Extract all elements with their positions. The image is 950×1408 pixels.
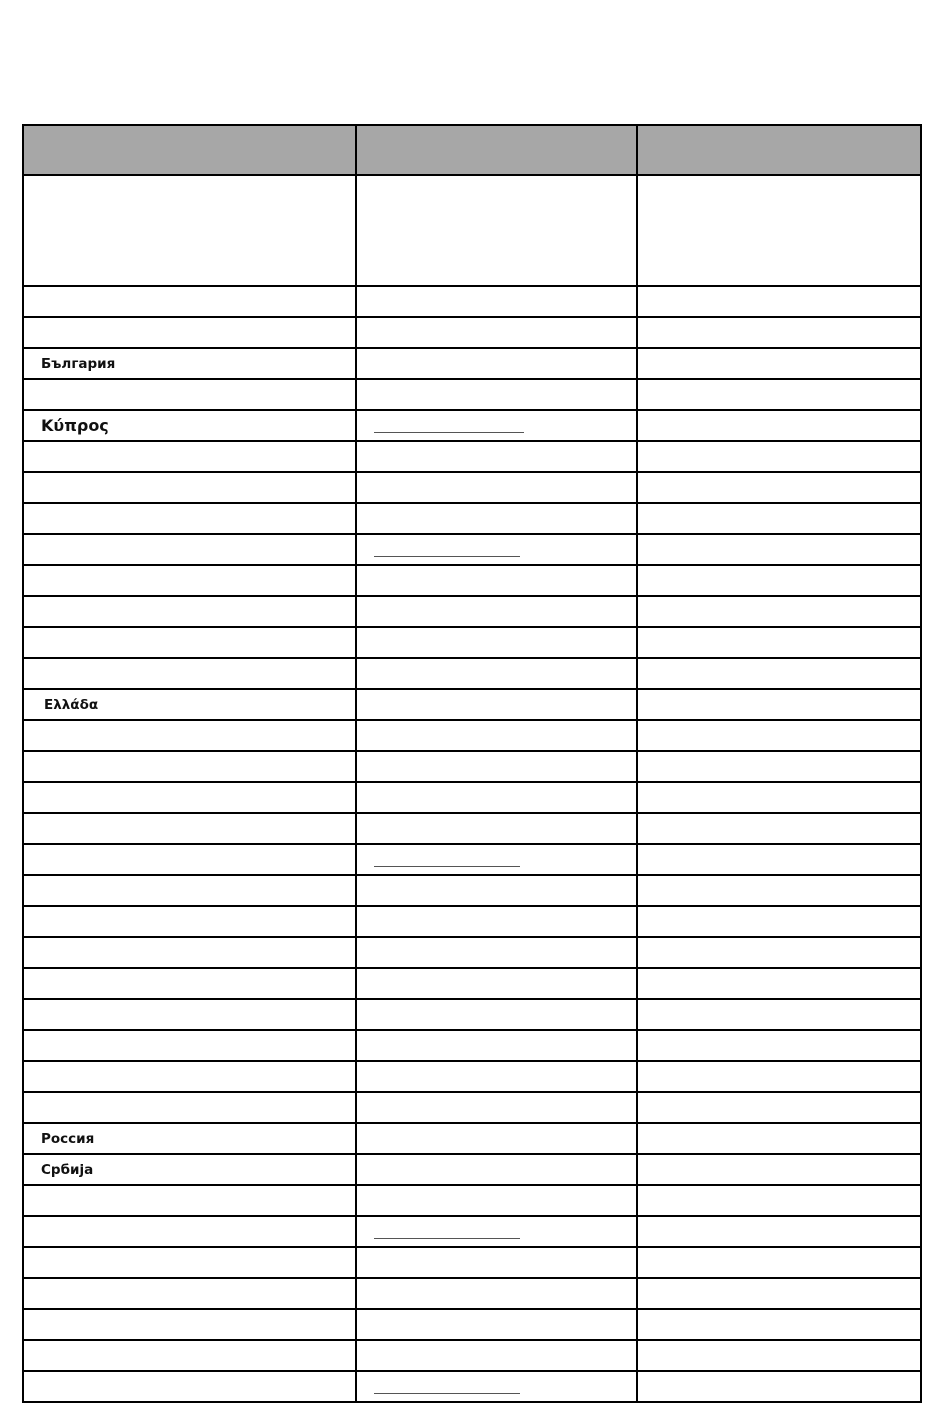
country-cell (23, 379, 356, 410)
link-cell (356, 751, 637, 782)
table-row (23, 782, 921, 813)
link-cell (356, 441, 637, 472)
country-cell (23, 720, 356, 751)
link-cell (356, 1123, 637, 1154)
table-cell (637, 1030, 921, 1061)
table-cell (637, 813, 921, 844)
table-row (23, 1216, 921, 1247)
table-row (23, 1340, 921, 1371)
table-cell (637, 658, 921, 689)
country-cell (23, 596, 356, 627)
table-row (23, 379, 921, 410)
table-row (23, 906, 921, 937)
link-cell (356, 286, 637, 317)
table-cell (637, 286, 921, 317)
table-cell (23, 175, 356, 286)
hyperlink-underline[interactable] (374, 432, 524, 433)
country-cell (23, 1030, 356, 1061)
country-cell (23, 937, 356, 968)
table-cell (356, 175, 637, 286)
country-cell (23, 1247, 356, 1278)
hyperlink-underline[interactable] (374, 1393, 520, 1394)
country-cell (23, 534, 356, 565)
table-cell (637, 906, 921, 937)
table-row (23, 565, 921, 596)
table-cell (637, 175, 921, 286)
table-row (23, 596, 921, 627)
link-cell (356, 875, 637, 906)
country-cell (23, 441, 356, 472)
table-cell (637, 782, 921, 813)
table-cell (637, 410, 921, 441)
table-cell (637, 1340, 921, 1371)
country-cell (23, 1216, 356, 1247)
table-cell (637, 565, 921, 596)
table-row (23, 503, 921, 534)
header-cell-2 (356, 125, 637, 175)
link-cell (356, 627, 637, 658)
table-row (23, 658, 921, 689)
table-row (23, 1123, 921, 1154)
country-cell (23, 1309, 356, 1340)
table-cell (637, 937, 921, 968)
table-cell (637, 968, 921, 999)
table-cell (637, 1185, 921, 1216)
table-cell (637, 534, 921, 565)
table-cell (637, 627, 921, 658)
table-cell (637, 720, 921, 751)
country-cell (23, 317, 356, 348)
country-cell (23, 1278, 356, 1309)
link-cell (356, 689, 637, 720)
table-cell (637, 472, 921, 503)
table-cell (637, 1371, 921, 1402)
link-cell (356, 999, 637, 1030)
table-cell (637, 596, 921, 627)
country-name: Россия (41, 1130, 95, 1147)
country-cell (23, 782, 356, 813)
table-row (23, 1371, 921, 1402)
link-cell (356, 968, 637, 999)
link-cell (356, 782, 637, 813)
table-cell (637, 875, 921, 906)
country-cell (23, 627, 356, 658)
link-cell (356, 317, 637, 348)
country-cell (23, 410, 356, 441)
country-name: Србија (41, 1161, 94, 1178)
link-cell (356, 596, 637, 627)
table-row (23, 720, 921, 751)
link-cell (356, 1030, 637, 1061)
table-row (23, 472, 921, 503)
country-name: Κύπρος (41, 416, 109, 435)
contacts-table-body (23, 125, 921, 1402)
country-cell (23, 999, 356, 1030)
table-row (23, 441, 921, 472)
table-row (23, 286, 921, 317)
table-cell (637, 844, 921, 875)
country-cell (23, 1154, 356, 1185)
country-cell (23, 286, 356, 317)
table-row (23, 534, 921, 565)
country-cell (23, 1123, 356, 1154)
country-cell (23, 565, 356, 596)
link-cell (356, 1247, 637, 1278)
country-name: Ελλάδα (44, 696, 99, 713)
table-cell (637, 1061, 921, 1092)
link-cell (356, 720, 637, 751)
table-cell (637, 689, 921, 720)
link-cell (356, 1092, 637, 1123)
country-cell (23, 751, 356, 782)
table-row (23, 410, 921, 441)
link-cell (356, 565, 637, 596)
table-row (23, 999, 921, 1030)
link-cell (356, 1216, 637, 1247)
link-cell (356, 1340, 637, 1371)
table-row (23, 348, 921, 379)
country-cell (23, 1340, 356, 1371)
hyperlink-underline[interactable] (374, 866, 520, 867)
table-row (23, 937, 921, 968)
header-cell-1 (23, 125, 356, 175)
country-cell (23, 689, 356, 720)
country-cell (23, 1092, 356, 1123)
table-row (23, 1309, 921, 1340)
link-cell (356, 1185, 637, 1216)
country-cell (23, 844, 356, 875)
table-cell (637, 1092, 921, 1123)
link-cell (356, 813, 637, 844)
table-row (23, 751, 921, 782)
link-cell (356, 1154, 637, 1185)
link-cell (356, 534, 637, 565)
link-cell (356, 379, 637, 410)
table-cell (637, 751, 921, 782)
table-cell (637, 1247, 921, 1278)
hyperlink-underline[interactable] (374, 556, 520, 557)
hyperlink-underline[interactable] (374, 1238, 520, 1239)
header-cell-3 (637, 125, 921, 175)
table-cell (637, 503, 921, 534)
link-cell (356, 906, 637, 937)
link-cell (356, 844, 637, 875)
table-row (23, 1278, 921, 1309)
table-cell (637, 999, 921, 1030)
country-cell (23, 1371, 356, 1402)
table-row (23, 627, 921, 658)
table-row (23, 317, 921, 348)
table-row (23, 968, 921, 999)
link-cell (356, 1061, 637, 1092)
table-row (23, 1247, 921, 1278)
table-row (23, 1154, 921, 1185)
link-cell (356, 658, 637, 689)
table-cell (637, 1123, 921, 1154)
table-header-row (23, 125, 921, 175)
link-cell (356, 348, 637, 379)
table-row (23, 1092, 921, 1123)
contacts-table (22, 124, 922, 1403)
table-cell (637, 317, 921, 348)
table-row (23, 844, 921, 875)
country-cell (23, 658, 356, 689)
table-row (23, 1030, 921, 1061)
table-intro-row (23, 175, 921, 286)
table-cell (637, 348, 921, 379)
link-cell (356, 1278, 637, 1309)
table-row (23, 689, 921, 720)
table-row (23, 1185, 921, 1216)
table-cell (637, 1216, 921, 1247)
country-cell (23, 875, 356, 906)
table-cell (637, 1278, 921, 1309)
link-cell (356, 410, 637, 441)
table-cell (637, 379, 921, 410)
link-cell (356, 503, 637, 534)
country-cell (23, 968, 356, 999)
country-cell (23, 472, 356, 503)
table-row (23, 813, 921, 844)
country-cell (23, 813, 356, 844)
table-cell (637, 1309, 921, 1340)
country-cell (23, 1061, 356, 1092)
country-cell (23, 503, 356, 534)
country-cell (23, 1185, 356, 1216)
table-row (23, 1061, 921, 1092)
country-name: България (41, 355, 116, 372)
table-row (23, 875, 921, 906)
link-cell (356, 1371, 637, 1402)
link-cell (356, 1309, 637, 1340)
country-cell (23, 348, 356, 379)
link-cell (356, 472, 637, 503)
table-cell (637, 1154, 921, 1185)
table-cell (637, 441, 921, 472)
country-cell (23, 906, 356, 937)
link-cell (356, 937, 637, 968)
